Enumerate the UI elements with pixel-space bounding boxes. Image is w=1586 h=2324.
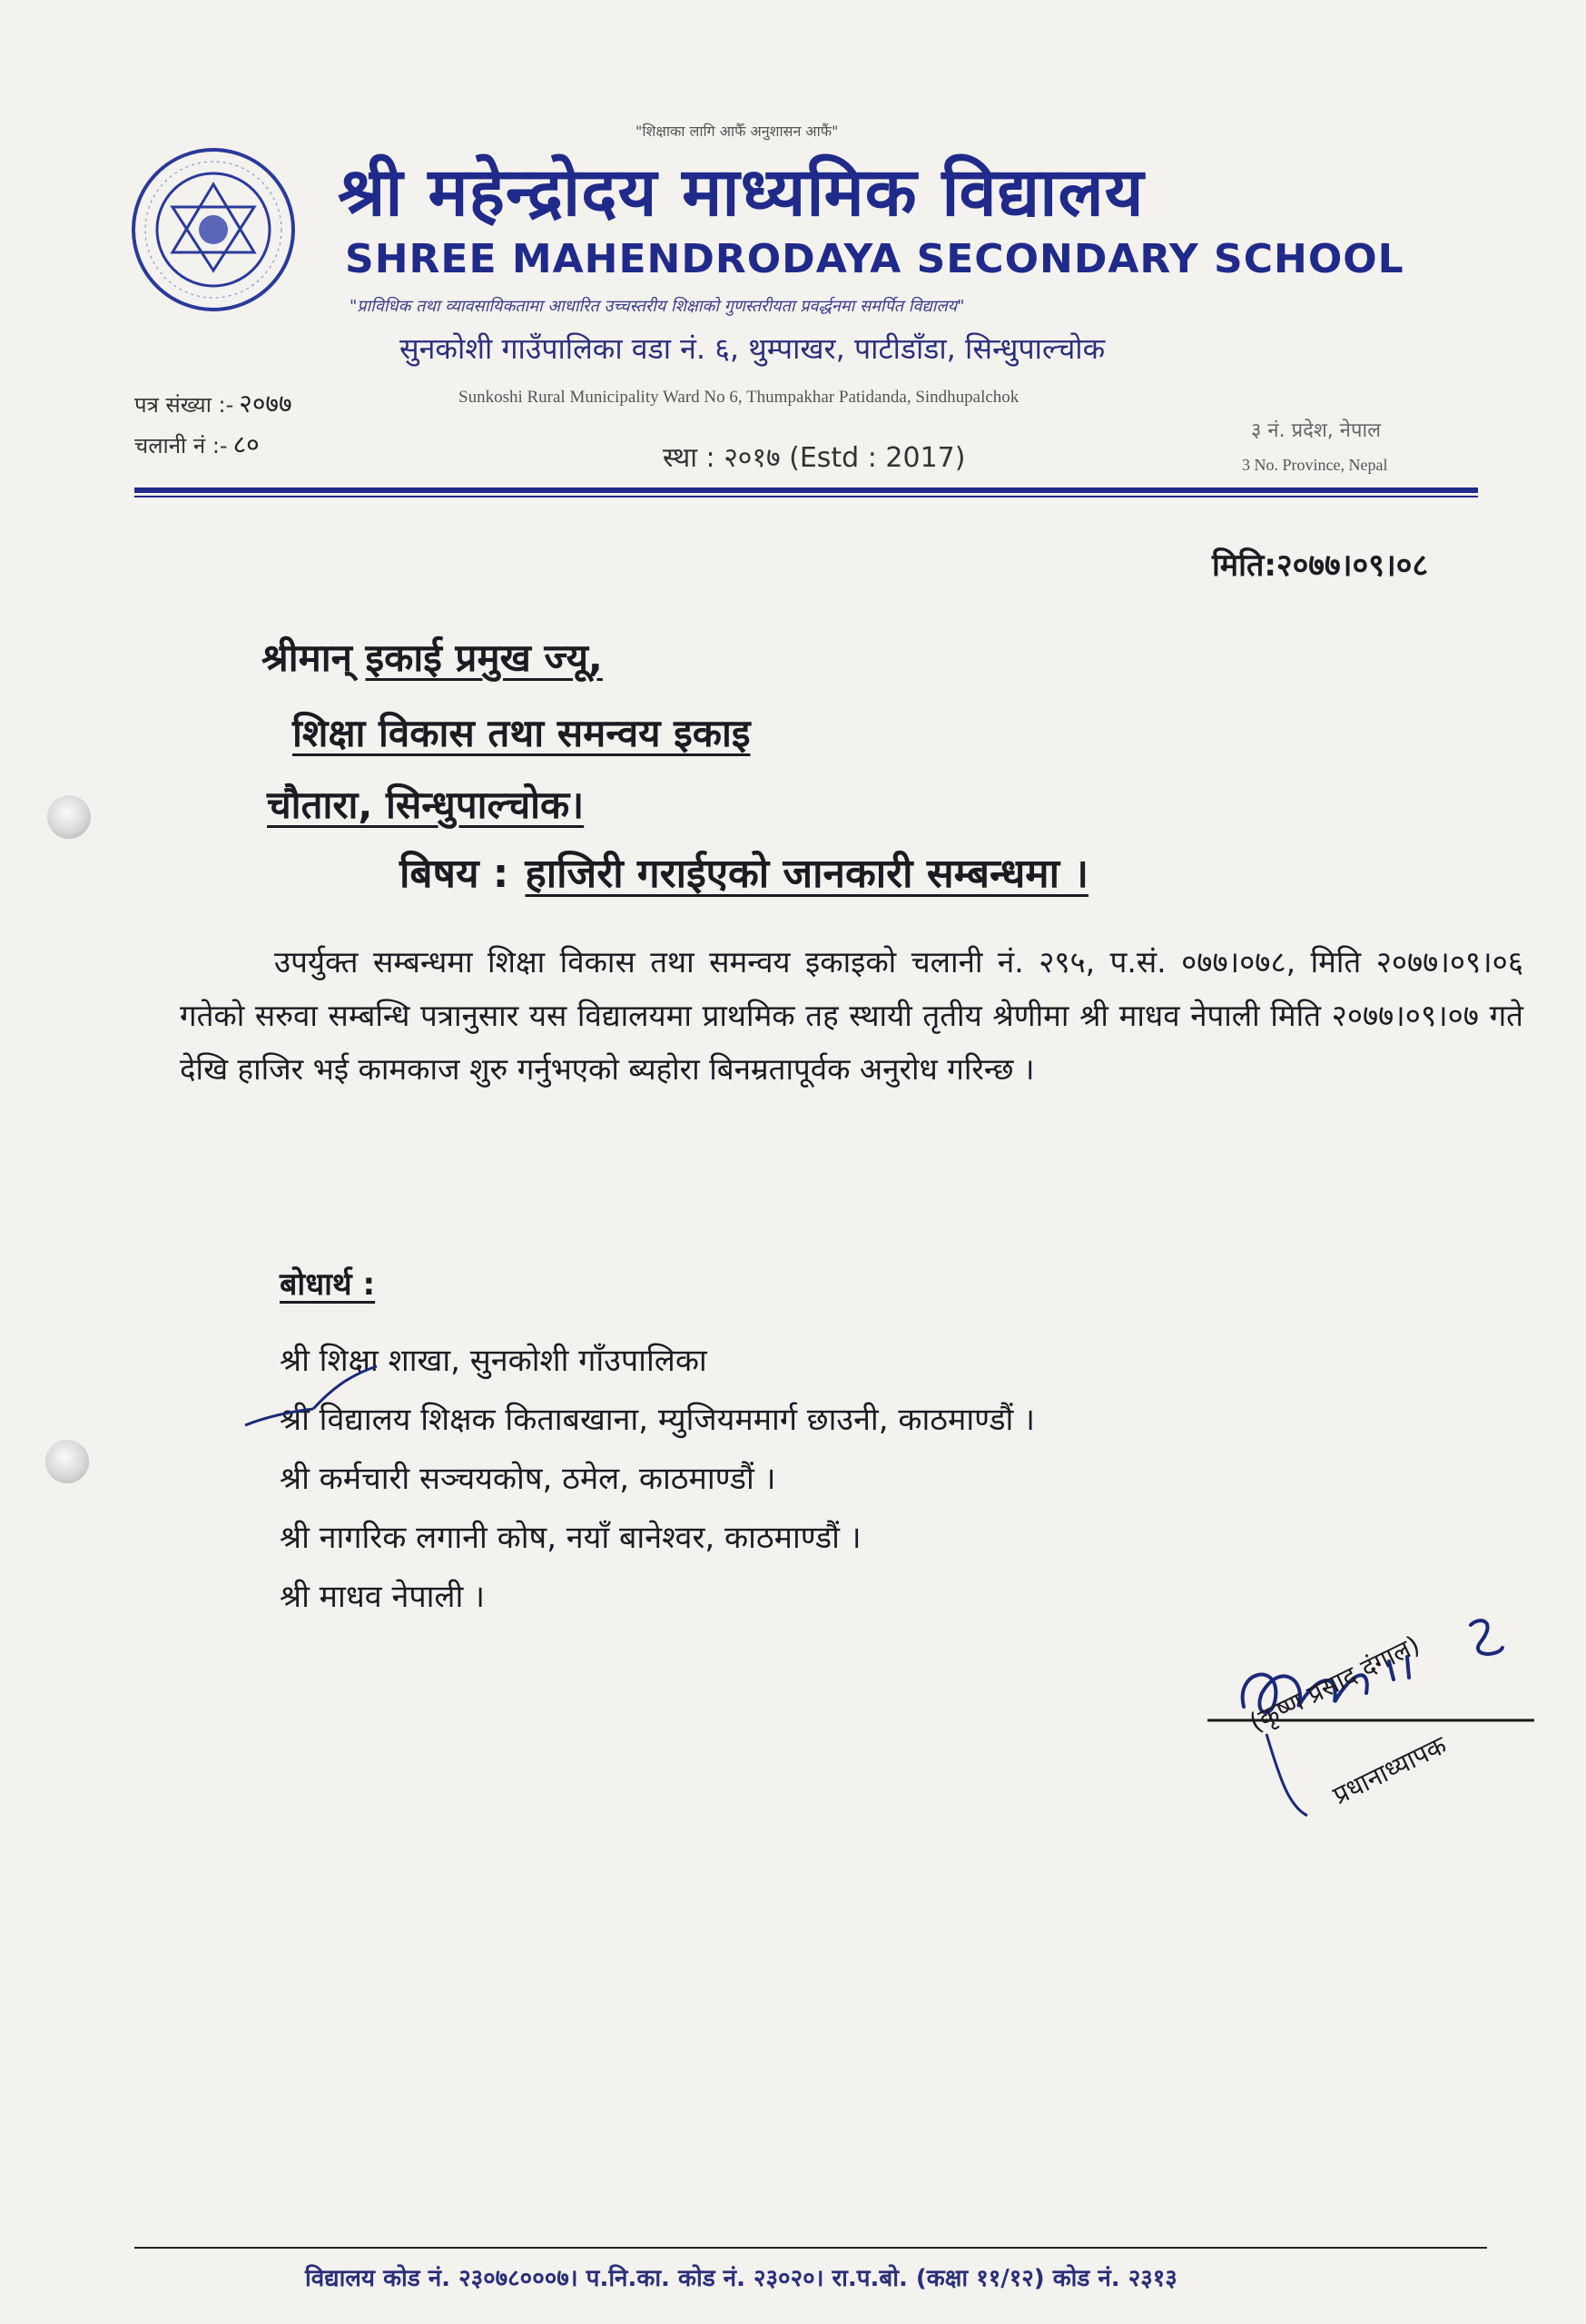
salutation-prefix: श्रीमान् [261, 635, 352, 680]
letter-date: मिति:२०७७।०९।०८ [1212, 547, 1429, 584]
school-logo-emblem [127, 143, 300, 316]
established-year: स्था : २०१७ (Estd : 2017) [663, 442, 966, 474]
dispatch-label: चलानी नं :- [134, 433, 228, 458]
address-english: Sunkoshi Rural Municipality Ward No 6, Thumpakhar Patidanda, Sindhupalchok [458, 388, 1020, 407]
header-divider [134, 487, 1478, 493]
dispatch-number [134, 427, 260, 461]
school-name-nepali: श्री महेन्द्रोदय माध्यमिक विद्यालय [338, 153, 1145, 231]
reference-value: २०७७ [239, 389, 292, 419]
subject-label: बिषय : [399, 851, 509, 897]
subject-text: हाजिरी गराईएको जानकारी सम्बन्धमा । [525, 851, 1089, 897]
school-motto: "शिक्षाका लागि आफैँ अनुशासन आफैं" [635, 123, 839, 140]
reference-label: पत्र संख्या :- [134, 392, 234, 418]
reference-number [134, 386, 292, 420]
cc-item: श्री नागरिक लगानी कोष, नयाँ बानेश्वर, काठमाण्डौं । [280, 1520, 862, 1556]
province-nepali: ३ नं. प्रदेश, नेपाल [1251, 419, 1382, 442]
footer-codes: विद्यालय कोड नं. २३०७८०००७। प.नि.का. कोड नं. २३०२०। रा.प.बो. (कक्षा ११/१२) कोड नं. २३१३ [305, 2265, 1177, 2292]
dispatch-value: ८० [232, 429, 260, 459]
school-name-english: SHREE MAHENDRODAYA SECONDARY SCHOOL [345, 236, 1404, 282]
address-nepali: सुनकोशी गाउँपालिका वडा नं. ६, थुम्पाखर, पाटीडाँडा, सिन्धुपाल्चोक [399, 331, 1106, 366]
punch-hole [45, 1440, 89, 1483]
recipient-location: चौतारा, सिन्धुपाल्चोक। [267, 783, 585, 827]
footer-divider [134, 2247, 1487, 2249]
signer-title: प्रधानाध्यापक [1327, 1729, 1452, 1811]
cc-item: श्री विद्यालय शिक्षक किताबखाना, म्युजियममार्ग छाउनी, काठमाण्डौं । [280, 1402, 1036, 1438]
recipient-office: शिक्षा विकास तथा समन्वय इकाइ [292, 711, 751, 755]
school-tagline: "प्राविधिक तथा व्यावसायिकतामा आधारित उच्चस्तरीय शिक्षाको गुणस्तरीयता प्रवर्द्धनमा समर्पित विद्यालय" [350, 297, 965, 316]
punch-hole [47, 795, 91, 839]
signer-name: (कृष्ण प्रसाद दंगाल) [1244, 1630, 1425, 1738]
cc-item: श्री माधव नेपाली । [280, 1579, 485, 1615]
salutation-name: इकाई प्रमुख ज्यू, [365, 635, 603, 680]
header-divider-thin [134, 496, 1478, 497]
subject-line [399, 844, 1089, 899]
salutation [261, 631, 603, 683]
province-english: 3 No. Province, Nepal [1242, 456, 1388, 474]
letter-body: उपर्युक्त सम्बन्धमा शिक्षा विकास तथा समन्वय इकाइको चलानी नं. २९५, प.सं. ०७७।०७८, मिति २०७७।०९।०६ गतेको सरुवा सम्बन्धि पत्रानुसार यस विद्यालयमा प्राथमिक तह स्थायी तृतीय श्रेणीमा श्री माधव नेपाली मिति २०७७।०९।०७ गते देखि हाजिर भई कामकाज शुरु गर्नुभएको ब्यहोरा बिनम्रतापूर्वक अनुरोध गरिन्छ । [180, 944, 1523, 1087]
cc-item: श्री शिक्षा शाखा, सुनकोशी गाँउपालिका [280, 1343, 707, 1379]
pen-mark [241, 1362, 386, 1434]
cc-item: श्री कर्मचारी सञ्चयकोष, ठमेल, काठमाण्डौं । [280, 1461, 776, 1497]
cc-heading: बोधार्थ : [280, 1266, 376, 1303]
